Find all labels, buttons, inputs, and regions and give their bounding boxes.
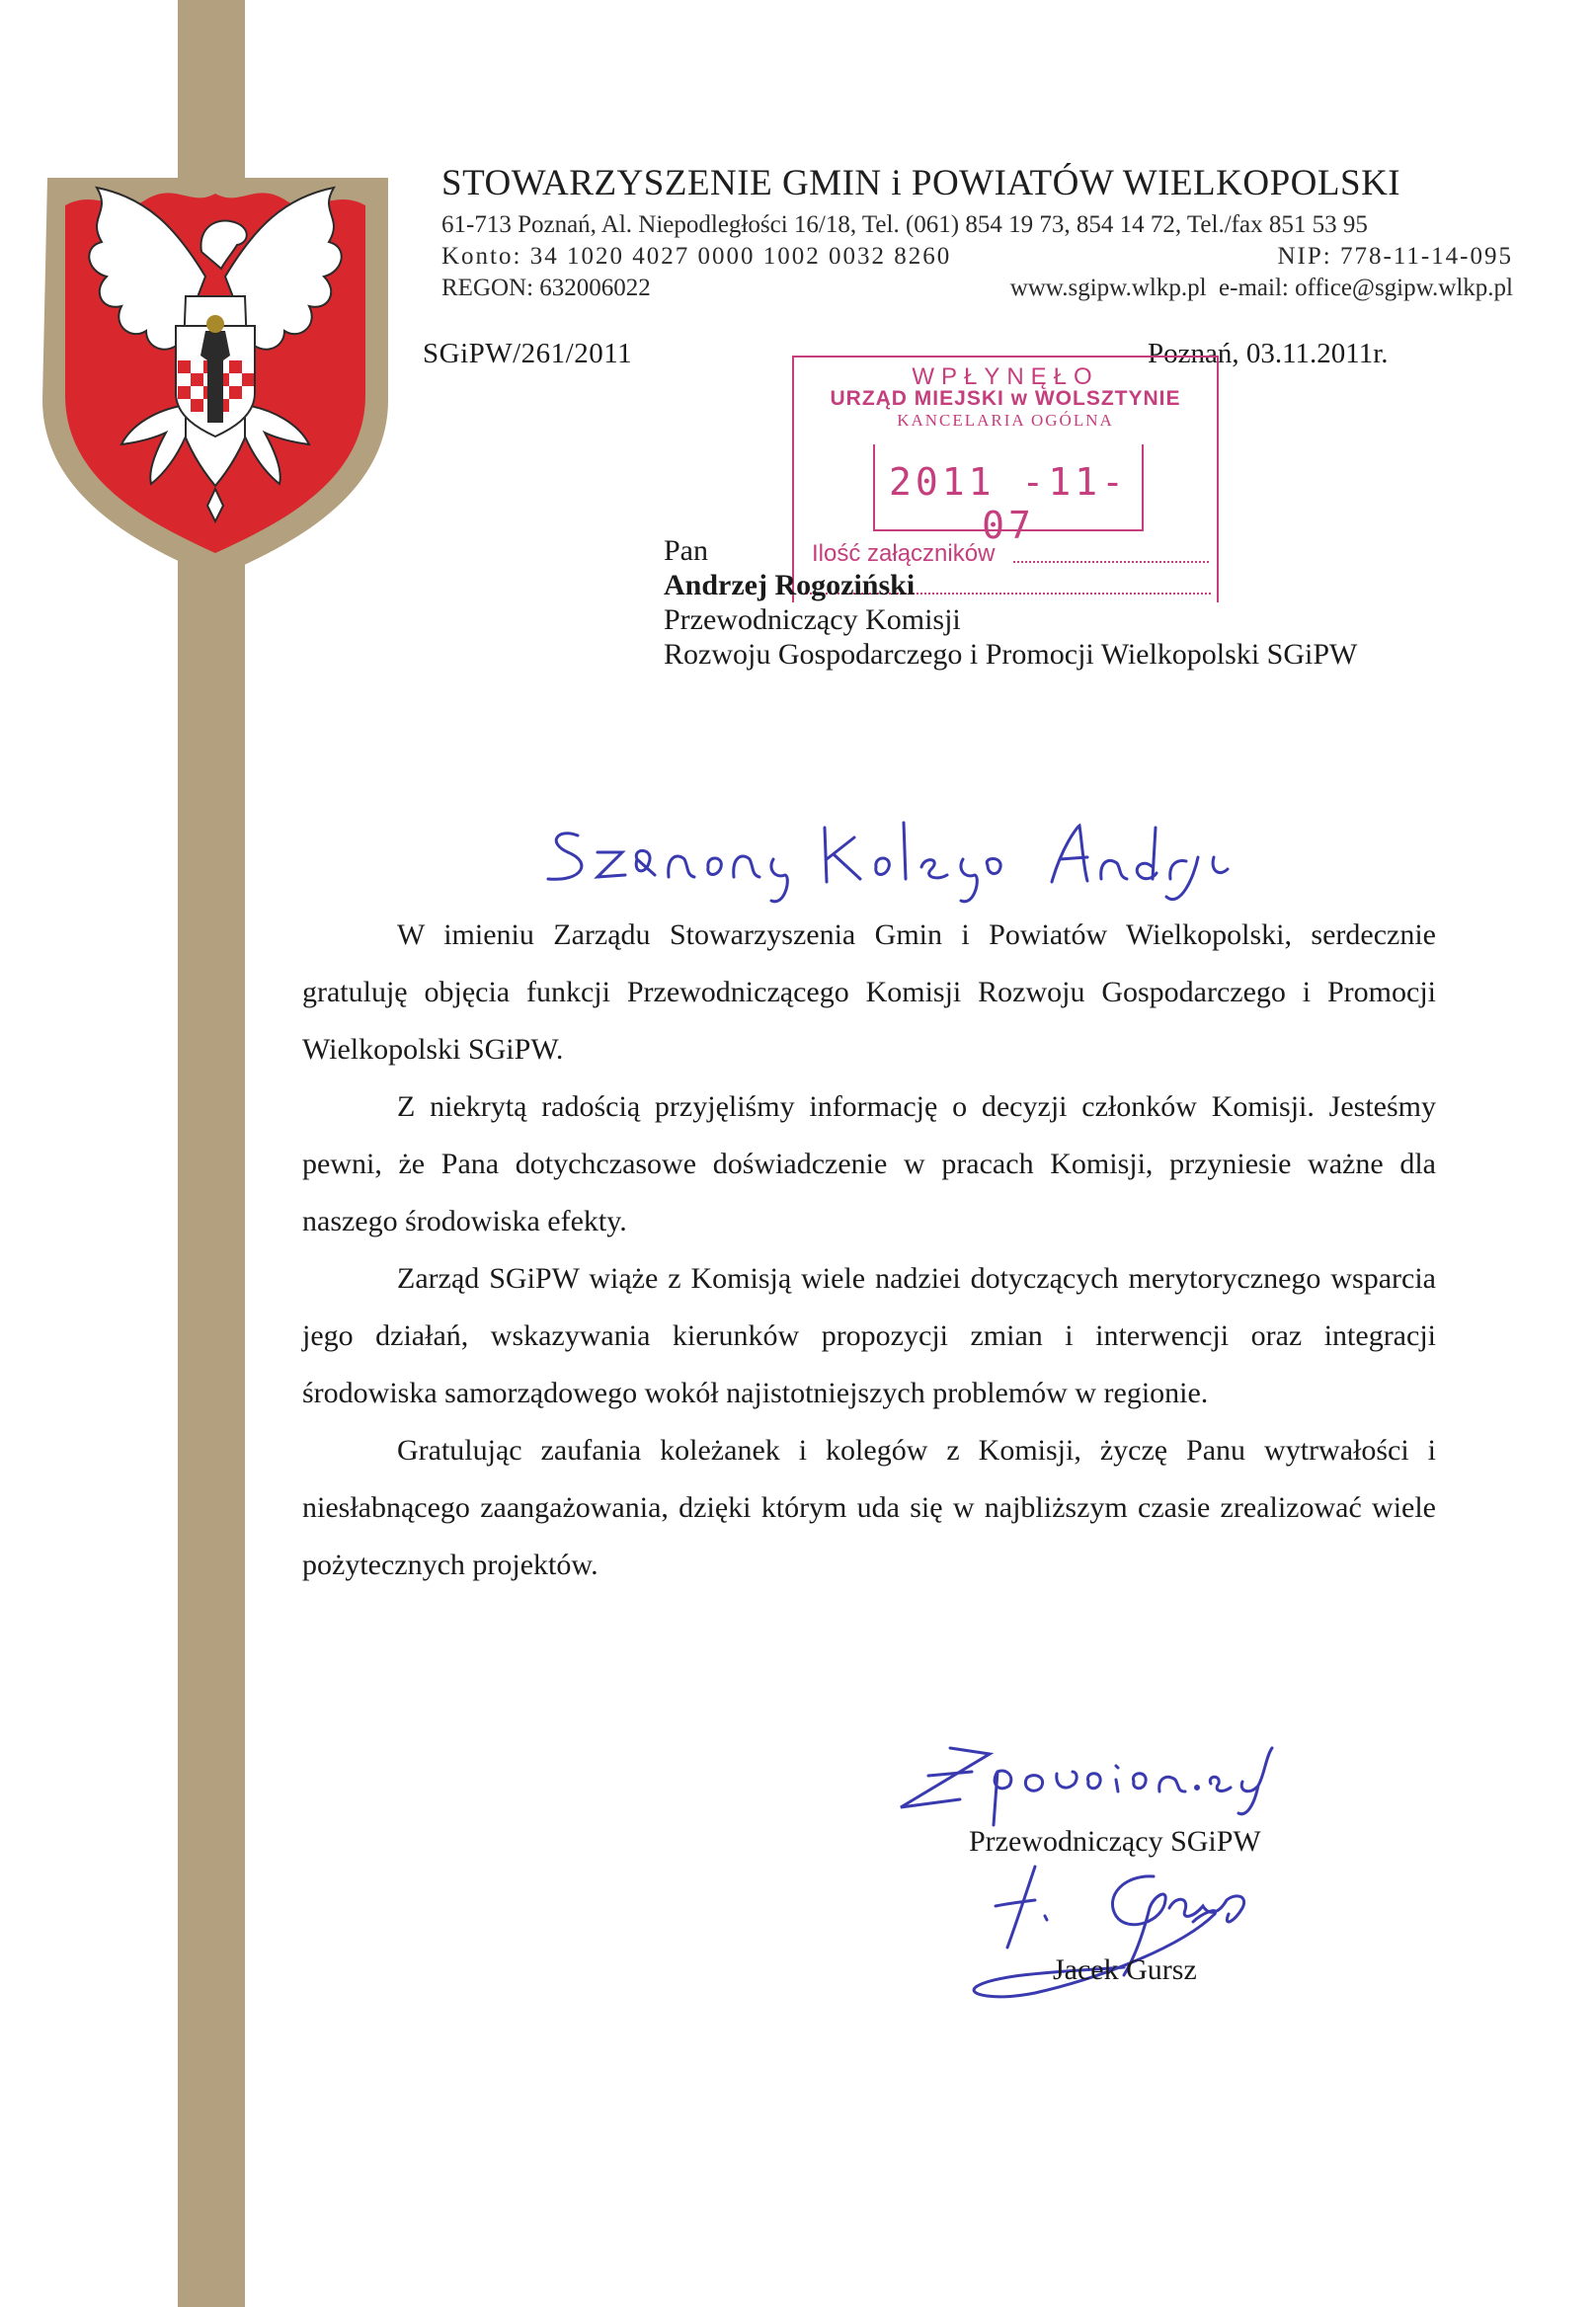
reference-number: SGiPW/261/2011 <box>423 338 633 369</box>
website-link[interactable]: www.sgipw.wlkp.pl <box>1009 275 1207 301</box>
stamp-received-label: WPŁYNĘŁO <box>912 363 1099 390</box>
stamp-department: KANCELARIA OGÓLNA <box>897 411 1114 430</box>
recipient-role-line1: Przewodniczący Komisji <box>664 603 961 636</box>
stamp-office-name: URZĄD MIEJSKI w WOLSZTYNIE <box>830 387 1181 410</box>
handwritten-greeting <box>538 798 1230 916</box>
coat-of-arms-logo <box>28 158 403 583</box>
stamp-received-date: 2011 -11- 07 <box>889 460 1128 547</box>
body-paragraph: Gratulując zaufania koleżanek i kolegów z Komisji, życzę Panu wytrwałości i niesłabnącego zaangażowania, dzięki którym uda się w najbliższym czasie zrealizować wiele pożytecznych projektów. <box>302 1434 1436 1581</box>
address-line <box>441 209 1513 241</box>
account-line <box>441 241 1513 273</box>
body-paragraph: W imieniu Zarządu Stowarzyszenia Gmin i Powiatów Wielkopolski, serdecznie gratuluję objęcia funkcji Przewodniczącego Komisji Rozwoju Gospodarczego i Promocji Wielkopolski SGiPW. <box>302 918 1436 1066</box>
address-text: 61-713 Poznań, Al. Niepodległości 16/18, Tel. (061) 854 19 73, 854 14 72, Tel./fax 851 53 95 <box>441 211 1368 238</box>
regon-line <box>441 273 1513 304</box>
signatory-name: Jacek Gursz <box>1053 1953 1197 1986</box>
nip-number: NIP: 778-11-14-095 <box>1277 243 1513 270</box>
recipient-block <box>664 533 1357 672</box>
recipient-name: Andrzej Rogoziński <box>664 569 916 601</box>
signatory-title: Przewodniczący SGiPW <box>969 1825 1261 1858</box>
handwritten-closing <box>891 1726 1286 1835</box>
stamp-date-box <box>873 444 1144 547</box>
stamp-attachments-label: Ilość załączników <box>812 540 996 567</box>
recipient-role-line2: Rozwoju Gospodarczego i Promocji Wielkopolski SGiPW <box>664 638 1358 671</box>
account-number: Konto: 34 1020 4027 0000 1002 0032 8260 <box>441 243 952 270</box>
body-paragraph: Z niekrytą radością przyjęliśmy informację o decyzji członków Komisji. Jesteśmy pewni, że Pana dotychczasowe doświadczenie w pracach Komisji, przyniesie ważne dla naszego środowiska efekty. <box>302 1090 1436 1237</box>
body-paragraph: Zarząd SGiPW wiąże z Komisją wiele nadziei dotyczących merytorycznego wsparcia jego działań, wskazywania kierunków propozycji zmian i interwencji oraz integracji środowiska samorządowego wokół najistotniejszych problemów w regionie. <box>302 1262 1436 1409</box>
letterhead <box>441 158 1513 304</box>
letter-date: Poznań, 03.11.2011r. <box>1148 338 1389 369</box>
letter-body <box>302 907 1436 1594</box>
regon-number: REGON: 632006022 <box>441 275 651 301</box>
organization-name: STOWARZYSZENIE GMIN i POWIATÓW WIELKOPOLSKI <box>441 163 1401 203</box>
recipient-salutation: Pan <box>664 534 708 567</box>
email-link[interactable]: e-mail: office@sgipw.wlkp.pl <box>1219 275 1513 301</box>
